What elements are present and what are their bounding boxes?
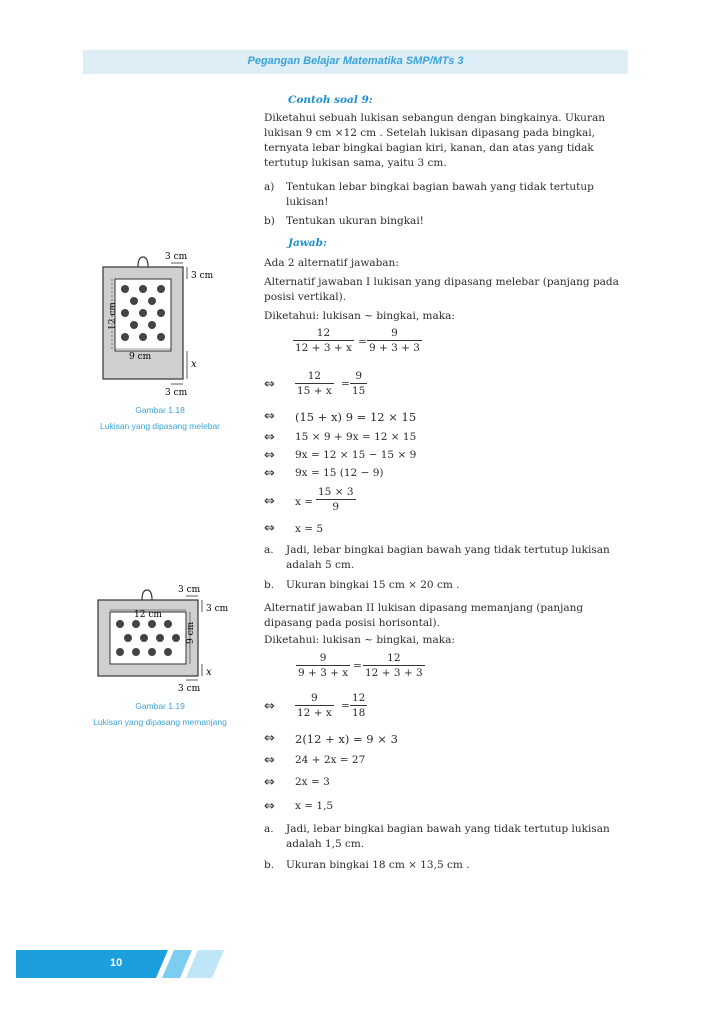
iff-symbol: ⇔ — [264, 753, 275, 768]
step-4: 9x = 15 (12 − 9) — [295, 467, 384, 479]
iff-symbol: ⇔ — [264, 466, 275, 481]
figure-1-18-caption-text: Lukisan yang dipasang melebar — [99, 421, 221, 431]
fraction-den: 9 + 3 + x — [298, 667, 349, 679]
answer-title: Jawab: — [288, 237, 327, 249]
result-text: Ukuran bingkai 15 cm × 20 cm . — [286, 579, 460, 591]
fraction-den: 12 + x — [297, 707, 332, 719]
figure-1-18-caption-title: Gambar 1.18 — [135, 405, 185, 415]
iff-symbol: ⇔ — [264, 699, 275, 714]
iff-symbol: ⇔ — [264, 448, 275, 463]
fraction-2b — [350, 370, 367, 397]
step-t2: 24 + 2x = 27 — [295, 754, 366, 766]
result-label: a. — [264, 544, 274, 556]
question-b — [264, 214, 634, 229]
example-problem — [264, 111, 634, 171]
question-b-text: Tentukan ukuran bingkai! — [286, 215, 424, 227]
step-t3: 2x = 3 — [295, 776, 330, 788]
iff-symbol: ⇔ — [264, 775, 275, 790]
footer-band — [16, 950, 156, 978]
iff-symbol: ⇔ — [264, 731, 275, 746]
result-text: Ukuran bingkai 18 cm × 13,5 cm . — [286, 859, 470, 871]
result-2b — [264, 858, 634, 873]
equals-sign: = — [341, 378, 350, 390]
hanger-icon — [138, 257, 148, 267]
iff-symbol: ⇔ — [264, 430, 275, 445]
fraction-g1a — [296, 652, 350, 679]
iff-symbol: ⇔ — [264, 409, 275, 424]
fraction-den: 9 — [316, 499, 356, 513]
result-label: a. — [264, 823, 274, 835]
result-label: b. — [264, 859, 275, 871]
fraction-g2a — [295, 692, 334, 719]
fig2-bottom-label: 3 cm — [178, 684, 201, 694]
page-number: 10 — [110, 957, 123, 969]
fig1-bottom-inner-label: 9 cm — [129, 352, 152, 362]
figure-1-19-caption-text: Lukisan yang dipasang memanjang — [93, 717, 227, 727]
equals-sign: = — [341, 700, 350, 712]
result-1a — [264, 543, 634, 573]
fig2-x-label: x — [206, 667, 212, 678]
fig1-side-label: 12 cm — [108, 302, 118, 330]
fraction-den: 9 + 3 + 3 — [369, 342, 420, 354]
result-text: Jadi, lebar bingkai bagian bawah yang tidak tertutup lukisan adalah 1,5 cm. — [286, 823, 610, 850]
fraction-1b — [367, 327, 422, 354]
page-header — [83, 50, 628, 74]
known-1: Diketahui: lukisan ~ bingkai, maka: — [264, 310, 455, 322]
fig2-top-label: 3 cm — [178, 585, 201, 595]
iff-symbol: ⇔ — [264, 521, 275, 536]
fraction-den: 15 + x — [297, 385, 332, 397]
question-a — [264, 180, 634, 210]
fraction-g1b — [363, 652, 425, 679]
known-2: Diketahui: lukisan ~ bingkai, maka: — [264, 634, 455, 646]
step-2: 15 × 9 + 9x = 12 × 15 — [295, 431, 417, 443]
step-t4: x = 1,5 — [295, 800, 334, 812]
hanger-icon — [142, 590, 152, 600]
step-3: 9x = 12 × 15 − 15 × 9 — [295, 449, 417, 461]
step-1: (15 + x) 9 = 12 × 15 — [295, 410, 417, 424]
iff-symbol: ⇔ — [264, 377, 275, 392]
step-t1: 2(12 + x) = 9 × 3 — [295, 732, 398, 746]
fraction-num: 15 × 3 — [318, 486, 354, 498]
header-title: Pegangan Belajar Matematika SMP/MTs 3 — [247, 55, 464, 67]
iff-symbol: ⇔ — [264, 799, 275, 814]
fig2-right-label: 3 cm — [206, 604, 229, 614]
result-label: b. — [264, 579, 275, 591]
fraction-g2b — [350, 692, 367, 719]
result-2a — [264, 822, 634, 852]
example-title: Contoh soal 9: — [288, 94, 373, 106]
fraction-den: 18 — [352, 707, 366, 719]
fraction-num: 9 — [391, 327, 398, 339]
alternative-2: Alternatif jawaban II lukisan dipasang memanjang (panjang dipasang pada posisi horisontal). — [264, 602, 584, 629]
footer-stripes — [140, 950, 230, 978]
fraction-num: 9 — [355, 370, 363, 382]
fraction-num: 9 — [319, 652, 327, 664]
alternative-1: Alternatif jawaban I lukisan yang dipasang melebar (panjang pada posisi vertikal). — [264, 276, 619, 303]
equals-sign: = — [358, 336, 367, 348]
question-a-text: Tentukan lebar bingkai bagian bawah yang tidak tertutup lukisan! — [286, 181, 594, 208]
fraction-1a — [293, 327, 354, 354]
iff-symbol: ⇔ — [264, 494, 275, 509]
answer-intro: Ada 2 alternatif jawaban: — [264, 257, 399, 269]
fraction-den: 12 + 3 + 3 — [365, 667, 423, 679]
fraction-num: 9 — [311, 692, 318, 704]
figure-1-18 — [95, 245, 235, 400]
example-problem-text: Diketahui sebuah lukisan sebangun dengan bingkainya. Ukuran lukisan 9 cm ×12 cm . Setelah lukisan dipasang pada bingkai, ternyata lebar bingkai bagian kiri, kanan, dan atas yang tidak tertutup lukisan sama, yaitu 3 cm. — [264, 112, 605, 169]
fraction-num: 12 — [316, 327, 331, 339]
fig1-right-label: 3 cm — [191, 271, 214, 281]
question-a-label: a) — [264, 181, 275, 193]
fraction-den: 15 — [352, 385, 366, 397]
fraction-den: 12 + 3 + x — [295, 342, 352, 354]
fraction-num: 12 — [352, 692, 366, 704]
fig2-top-inner-label: 12 cm — [134, 610, 162, 620]
fig1-bottom-label: 3 cm — [165, 388, 188, 398]
fig1-top-label: 3 cm — [165, 252, 188, 262]
equals-sign: = — [353, 660, 362, 672]
fig2-side-label: 9 cm — [186, 621, 196, 644]
fraction-2a — [295, 370, 334, 397]
figure-1-19 — [90, 580, 240, 695]
result-1b — [264, 578, 634, 593]
fraction-num: 12 — [307, 370, 322, 382]
result-text: Jadi, lebar bingkai bagian bawah yang tidak tertutup lukisan adalah 5 cm. — [286, 544, 610, 571]
fraction-step-5 — [316, 486, 356, 513]
fraction-num: 12 — [387, 652, 401, 664]
fig1-x-label: x — [191, 359, 197, 370]
step-5-prefix: x = — [295, 496, 314, 508]
question-b-label: b) — [264, 215, 275, 227]
figure-1-19-caption-title: Gambar 1.19 — [135, 701, 185, 711]
step-6: x = 5 — [295, 523, 324, 535]
